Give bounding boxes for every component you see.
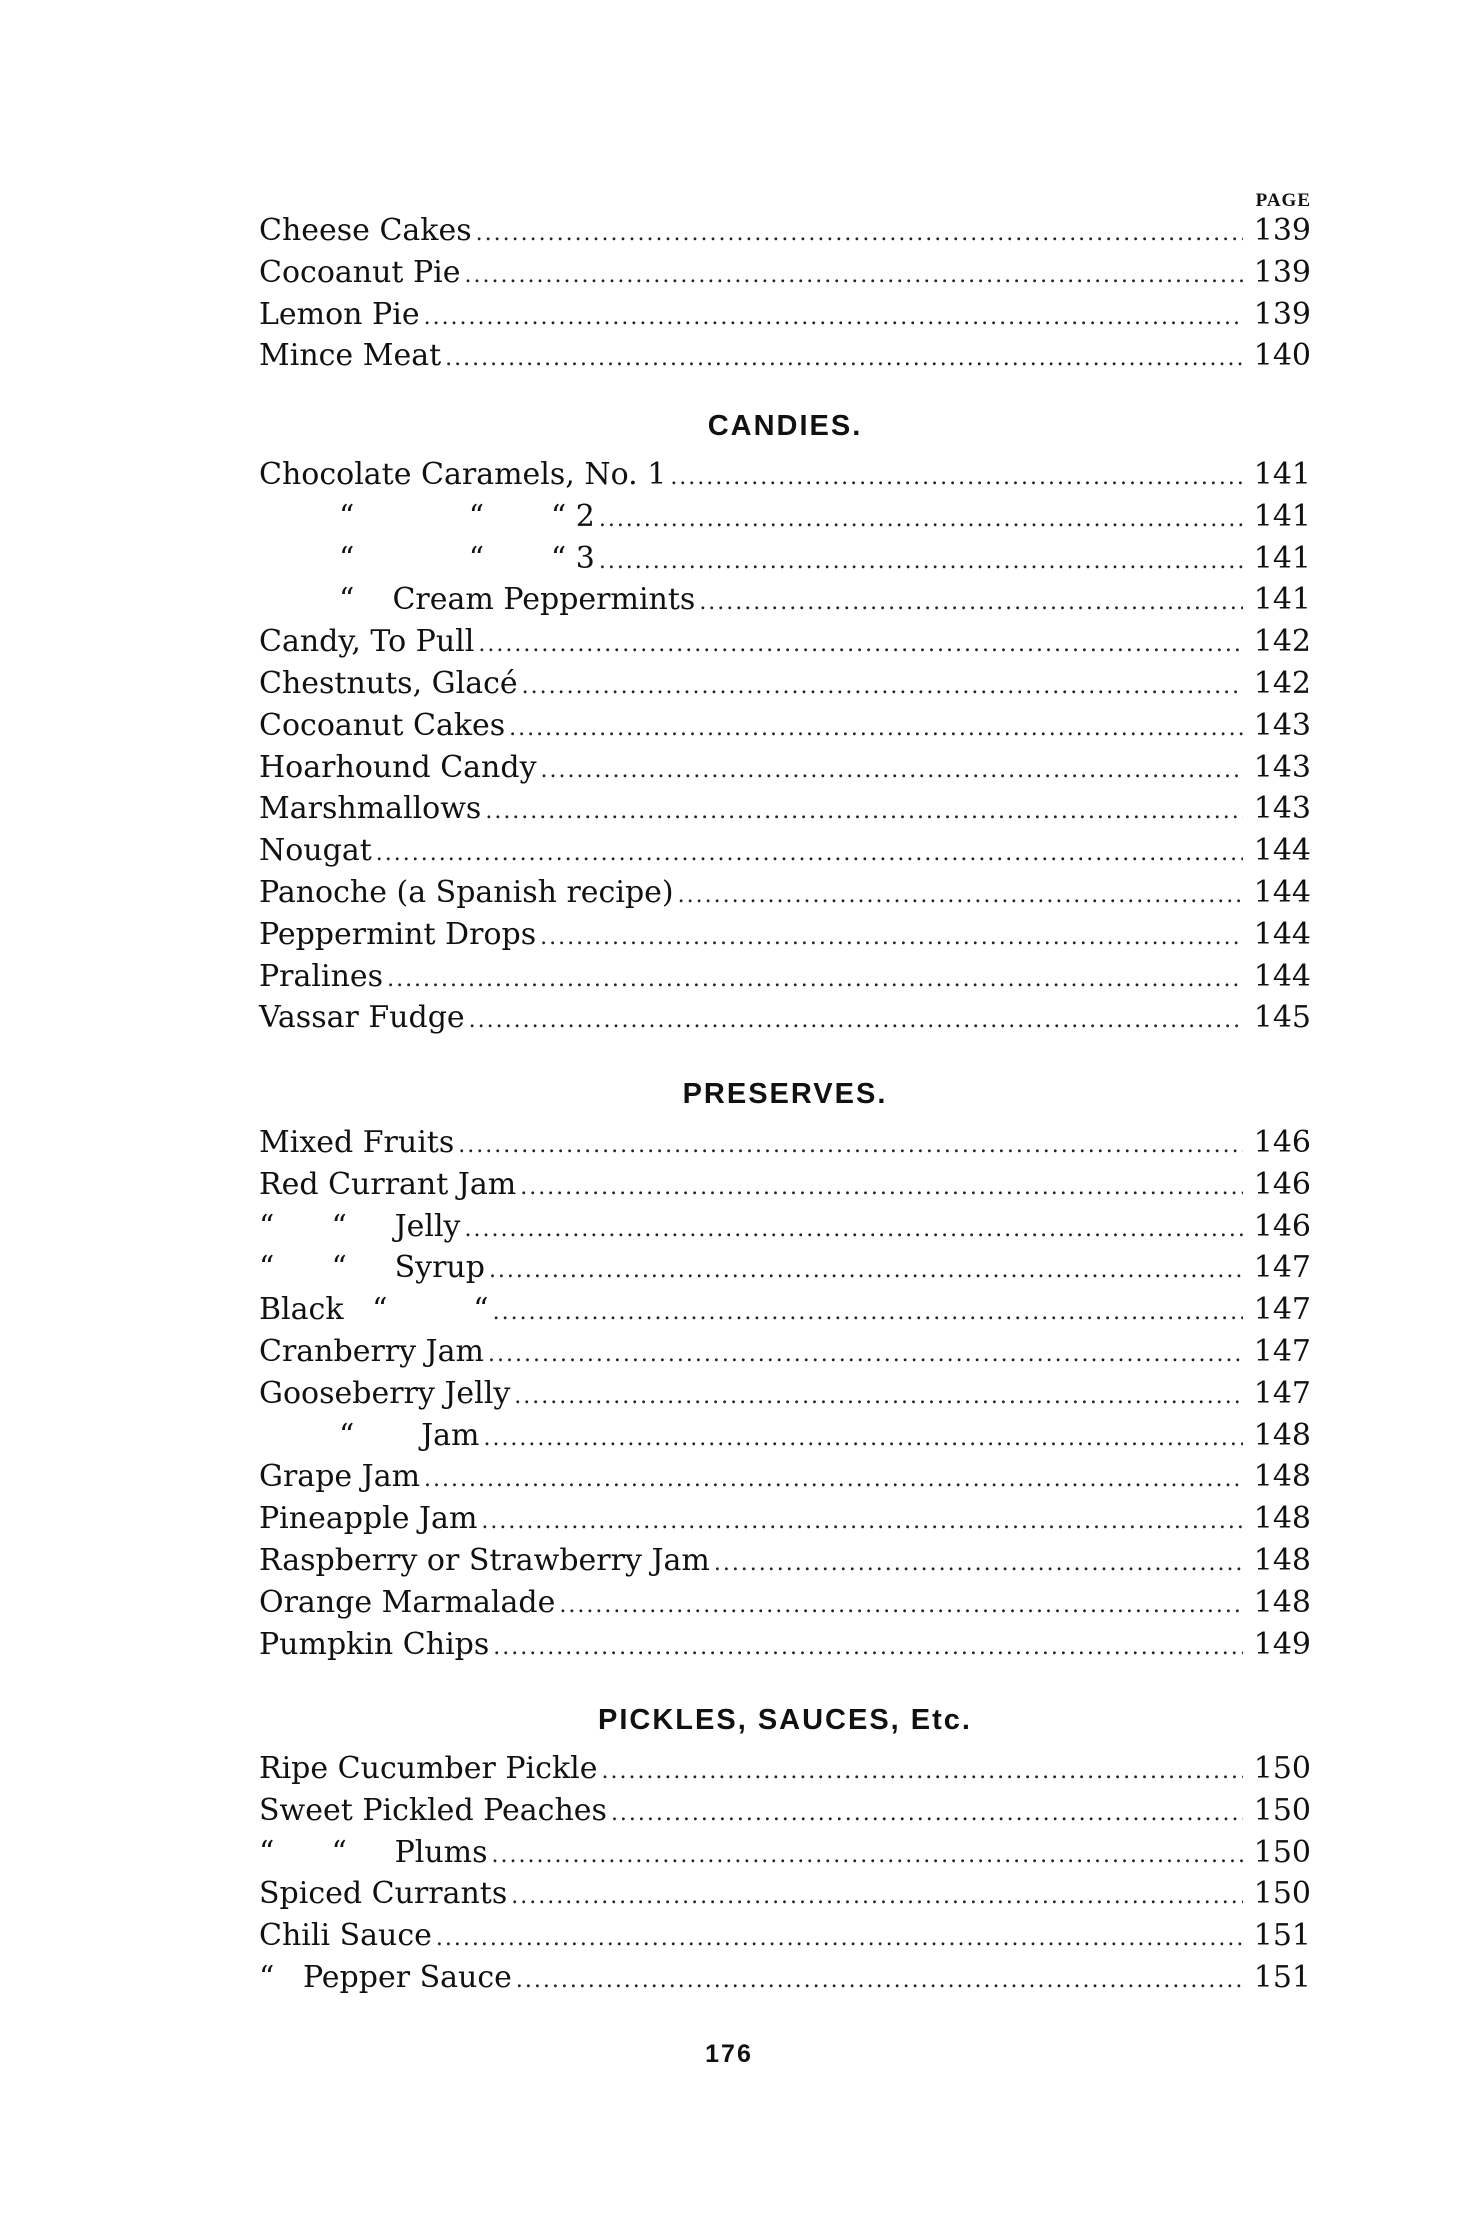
dot-leader — [476, 213, 1243, 255]
top-entries-section — [259, 210, 1311, 377]
index-entry — [259, 705, 1311, 747]
entry-page: 142 — [1253, 624, 1311, 660]
dot-leader — [481, 1501, 1243, 1543]
pickles-heading: PICKLES, SAUCES, Etc. — [598, 1704, 972, 1736]
entry-label: Pralines — [259, 958, 384, 994]
entry-label: Chocolate Caramels, No. 1 — [259, 457, 667, 492]
entry-page: 148 — [1253, 1459, 1311, 1495]
entry-page: 144 — [1253, 916, 1311, 952]
entry-page: 150 — [1253, 1751, 1311, 1786]
entry-page: 151 — [1253, 1918, 1311, 1954]
index-entry — [259, 872, 1311, 914]
entry-label: “ Cream Peppermints — [339, 582, 696, 618]
page-column-header: PAGE — [1255, 190, 1311, 211]
entry-label: Candy, To Pull — [259, 624, 475, 660]
dot-leader — [478, 624, 1243, 666]
entry-label: Mince Meat — [259, 338, 442, 374]
entry-label: Hoarhound Candy — [259, 749, 537, 785]
dot-leader — [559, 1585, 1243, 1627]
entry-page: 144 — [1253, 833, 1311, 869]
entry-page: 139 — [1253, 254, 1311, 290]
entry-page: 144 — [1253, 874, 1311, 910]
entry-label: Black “ “ — [259, 1292, 489, 1328]
dot-leader — [485, 791, 1243, 833]
dot-leader — [541, 750, 1243, 792]
index-entry — [259, 1247, 1311, 1289]
entry-label: “ “ “ 2 — [339, 498, 595, 534]
entry-label: Pineapple Jam — [259, 1501, 478, 1537]
candies-list — [259, 454, 1311, 1039]
index-entry — [259, 1873, 1311, 1915]
entry-page: 148 — [1253, 1542, 1311, 1578]
top-entries-list — [259, 210, 1311, 377]
entry-page: 146 — [1253, 1125, 1311, 1160]
entry-label: Mixed Fruits — [259, 1125, 455, 1160]
entry-label: Pumpkin Chips — [259, 1626, 490, 1662]
entry-label: “ Pepper Sauce — [259, 1959, 512, 1995]
index-entry — [259, 830, 1311, 872]
entry-page: 148 — [1253, 1417, 1311, 1453]
entry-label: Orange Marmalade — [259, 1584, 556, 1620]
entry-page: 149 — [1253, 1626, 1311, 1662]
dot-leader — [699, 582, 1243, 624]
entry-label: Marshmallows — [259, 791, 482, 827]
dot-leader — [601, 1751, 1243, 1793]
pickles-list — [259, 1748, 1311, 1999]
index-entry — [259, 1122, 1311, 1164]
entry-page: 150 — [1253, 1876, 1311, 1912]
index-entry — [259, 1289, 1311, 1331]
dot-leader — [488, 1334, 1243, 1376]
index-entry — [259, 294, 1311, 336]
entry-page: 148 — [1253, 1501, 1311, 1537]
index-entry — [259, 747, 1311, 789]
dot-leader — [540, 917, 1243, 959]
index-entry — [259, 454, 1311, 496]
dot-leader — [511, 1876, 1243, 1918]
entry-label: Spiced Currants — [259, 1876, 508, 1912]
index-entry — [259, 1540, 1311, 1582]
dot-leader — [670, 457, 1243, 499]
preserves-section — [259, 1066, 1311, 1665]
index-entry — [259, 1331, 1311, 1373]
preserves-heading: PRESERVES. — [682, 1078, 888, 1110]
index-entry — [259, 788, 1311, 830]
index-entry — [259, 1582, 1311, 1624]
index-entry — [259, 1624, 1311, 1666]
entry-page: 147 — [1253, 1375, 1311, 1411]
index-entry — [259, 997, 1311, 1039]
entry-label: Raspberry or Strawberry Jam — [259, 1542, 710, 1578]
entry-page: 145 — [1253, 1000, 1311, 1036]
index-entry — [259, 1164, 1311, 1206]
index-entry — [259, 210, 1311, 252]
entry-label: “ “ Jelly — [259, 1208, 461, 1244]
entry-page: 147 — [1253, 1292, 1311, 1328]
dot-leader — [436, 1918, 1243, 1960]
entry-label: “ “ Syrup — [259, 1250, 485, 1286]
index-entry — [259, 335, 1311, 377]
index-entry — [259, 579, 1311, 621]
index-entry — [259, 1790, 1311, 1832]
dot-leader — [493, 1627, 1243, 1669]
index-entry — [259, 914, 1311, 956]
entry-label: Lemon Pie — [259, 296, 420, 332]
entry-label: Cocoanut Pie — [259, 254, 461, 290]
entry-page: 148 — [1253, 1584, 1311, 1620]
dot-leader — [522, 666, 1243, 708]
index-entry — [259, 1456, 1311, 1498]
index-entry — [259, 1915, 1311, 1957]
index-entry — [259, 538, 1311, 580]
entry-label: Gooseberry Jelly — [259, 1375, 511, 1411]
entry-page: 140 — [1253, 338, 1311, 374]
entry-page: 139 — [1253, 213, 1311, 248]
entry-label: “ “ Plums — [259, 1834, 488, 1870]
index-entry — [259, 1415, 1311, 1457]
dot-leader — [714, 1543, 1243, 1585]
dot-leader — [424, 1459, 1243, 1501]
entry-label: Ripe Cucumber Pickle — [259, 1751, 598, 1786]
entry-page: 150 — [1253, 1792, 1311, 1828]
dot-leader — [516, 1960, 1243, 2002]
dot-leader — [465, 255, 1243, 297]
index-entry — [259, 1957, 1311, 1999]
entry-page: 141 — [1253, 498, 1311, 534]
candies-section — [259, 398, 1311, 1039]
dot-leader — [376, 833, 1243, 875]
dot-leader — [489, 1250, 1243, 1292]
index-entry — [259, 1498, 1311, 1540]
dot-leader — [424, 297, 1243, 339]
entry-page: 143 — [1253, 707, 1311, 743]
dot-leader — [469, 1000, 1243, 1042]
dot-leader — [611, 1793, 1243, 1835]
entry-label: Red Currant Jam — [259, 1166, 517, 1202]
entry-label: Peppermint Drops — [259, 916, 537, 952]
index-entry — [259, 252, 1311, 294]
dot-leader — [678, 875, 1243, 917]
entry-label: Cranberry Jam — [259, 1333, 484, 1369]
entry-label: Cheese Cakes — [259, 213, 472, 248]
preserves-list — [259, 1122, 1311, 1665]
dot-leader — [458, 1125, 1243, 1167]
index-entry — [259, 663, 1311, 705]
entry-page: 146 — [1253, 1208, 1311, 1244]
entry-page: 147 — [1253, 1333, 1311, 1369]
entry-page: 141 — [1253, 582, 1311, 618]
index-entry — [259, 496, 1311, 538]
dot-leader — [492, 1835, 1243, 1877]
dot-leader — [387, 959, 1243, 1001]
entry-page: 146 — [1253, 1166, 1311, 1202]
entry-label: Cocoanut Cakes — [259, 707, 506, 743]
entry-label: Chili Sauce — [259, 1918, 432, 1954]
entry-label: Grape Jam — [259, 1459, 421, 1495]
entry-page: 144 — [1253, 958, 1311, 994]
entry-label: Chestnuts, Glacé — [259, 665, 518, 701]
dot-leader — [599, 541, 1243, 583]
entry-page: 141 — [1253, 540, 1311, 576]
dot-leader — [483, 1418, 1243, 1460]
index-entry — [259, 1373, 1311, 1415]
dot-leader — [445, 338, 1243, 380]
entry-page: 143 — [1253, 749, 1311, 785]
entry-page: 151 — [1253, 1959, 1311, 1995]
entry-page: 143 — [1253, 791, 1311, 827]
entry-page: 141 — [1253, 457, 1311, 492]
index-entry — [259, 1206, 1311, 1248]
candies-heading: CANDIES. — [707, 410, 863, 442]
index-entry — [259, 956, 1311, 998]
dot-leader — [514, 1376, 1243, 1418]
entry-page: 150 — [1253, 1834, 1311, 1870]
entry-label: Panoche (a Spanish recipe) — [259, 874, 674, 910]
dot-leader — [599, 499, 1243, 541]
pickles-section — [259, 1692, 1311, 1999]
entry-label: “ “ “ 3 — [339, 540, 595, 576]
dot-leader — [493, 1292, 1243, 1334]
entry-page: 142 — [1253, 665, 1311, 701]
entry-label: Vassar Fudge — [259, 1000, 465, 1036]
entry-label: Nougat — [259, 833, 372, 869]
entry-label: “ Jam — [339, 1417, 480, 1453]
index-entry — [259, 1748, 1311, 1790]
entry-label: Sweet Pickled Peaches — [259, 1792, 607, 1828]
dot-leader — [509, 708, 1243, 750]
index-entry — [259, 621, 1311, 663]
index-entry — [259, 1832, 1311, 1874]
page-number: 176 — [705, 2040, 753, 2068]
entry-page: 139 — [1253, 296, 1311, 332]
entry-page: 147 — [1253, 1250, 1311, 1286]
dot-leader — [520, 1167, 1243, 1209]
dot-leader — [465, 1209, 1244, 1251]
